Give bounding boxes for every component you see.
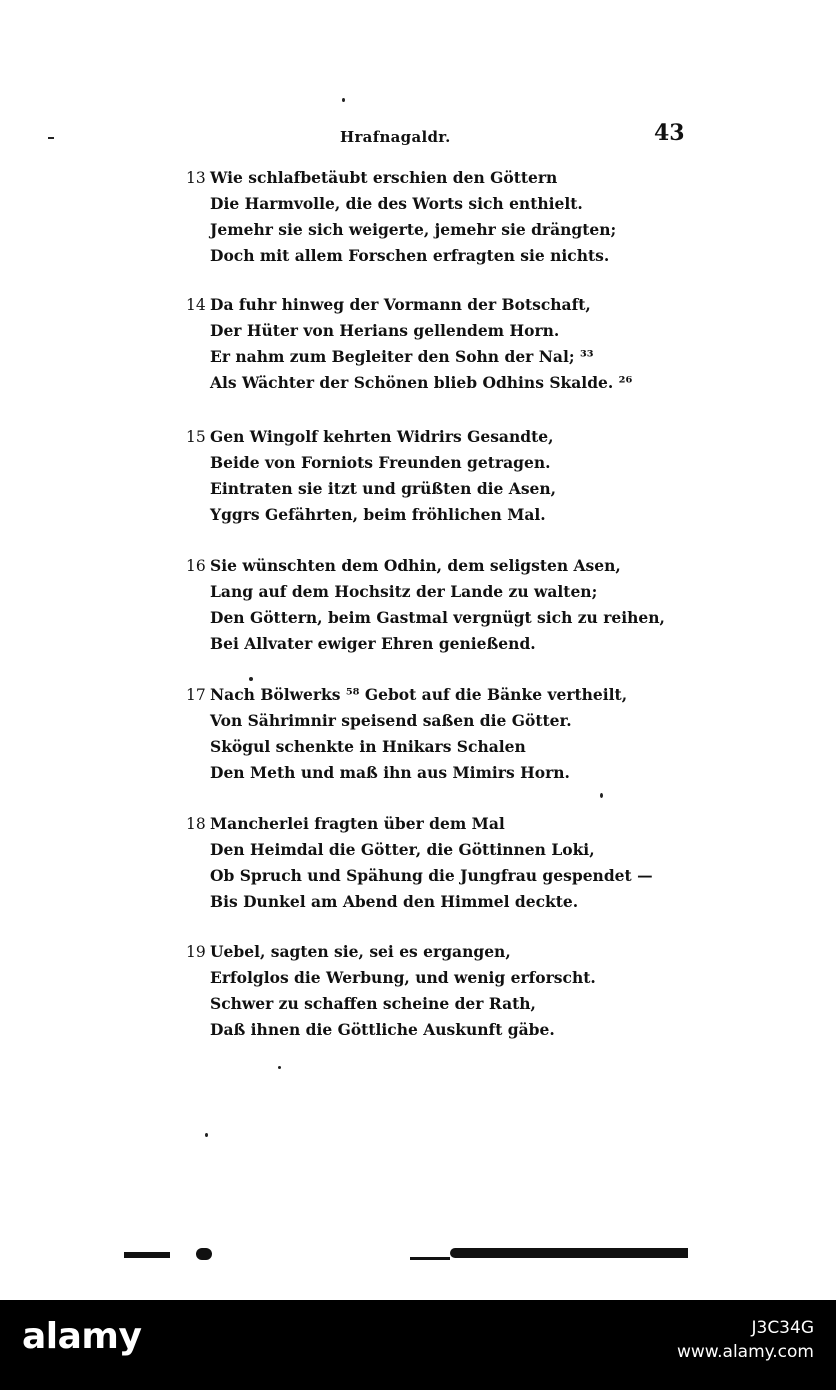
verse-line: Skögul schenkte in Hnikars Schalen (210, 737, 526, 756)
verse-line: Er nahm zum Begleiter den Sohn der Nal; ³³ (210, 347, 594, 366)
verse-line: Da fuhr hinweg der Vormann der Botschaft, (210, 295, 591, 314)
print-speck (48, 137, 54, 139)
print-speck (278, 1066, 281, 1069)
stanza-13 (186, 165, 656, 269)
stanza-number: 13 (186, 169, 206, 187)
verse-line: Von Sährimnir speisend saßen die Götter. (210, 711, 572, 730)
verse-line: Erfolglos die Werbung, und wenig erforscht. (210, 968, 596, 987)
scan-artifact (196, 1248, 212, 1260)
verse-line: Den Heimdal die Götter, die Göttinnen Loki, (210, 840, 595, 859)
verse-line: Nach Bölwerks ⁵⁸ Gebot auf die Bänke vertheilt, (210, 685, 628, 704)
verse-line: Lang auf dem Hochsitz der Lande zu walten; (210, 582, 598, 601)
footer-id-block (677, 1316, 814, 1364)
stanza-16 (186, 553, 665, 657)
print-speck (205, 1133, 208, 1137)
verse-line: Schwer zu schaffen scheine der Rath, (210, 994, 536, 1013)
stanza-14 (186, 292, 656, 396)
verse-line: Den Göttern, beim Gastmal vergnügt sich zu reihen, (210, 608, 665, 627)
stanza-number: 16 (186, 557, 206, 575)
verse-line: Daß ihnen die Göttliche Auskunft gäbe. (210, 1020, 555, 1039)
verse-line: Uebel, sagten sie, sei es ergangen, (210, 942, 511, 961)
print-speck (249, 677, 253, 681)
verse-line: Gen Wingolf kehrten Widrirs Gesandte, (210, 427, 554, 446)
verse-line: Ob Spruch und Spähung die Jungfrau gespendet — (210, 866, 653, 885)
stanza-17 (186, 682, 656, 786)
verse-line: Als Wächter der Schönen blieb Odhins Skalde. ²⁶ (210, 373, 633, 392)
image-id: J3C34G (751, 1318, 814, 1338)
verse-line: Yggrs Gefährten, beim fröhlichen Mal. (210, 505, 546, 524)
scan-artifact (450, 1248, 688, 1258)
print-speck (342, 98, 345, 102)
stanza-18 (186, 811, 656, 915)
verse-line: Eintraten sie itzt und grüßten die Asen, (210, 479, 557, 498)
verse-line: Mancherlei fragten über dem Mal (210, 814, 505, 833)
stanza-number: 15 (186, 428, 206, 446)
verse-line: Jemehr sie sich weigerte, jemehr sie drängten; (210, 220, 617, 239)
verse-line: Bei Allvater ewiger Ehren genießend. (210, 634, 536, 653)
scan-artifact (410, 1257, 450, 1260)
verse-line: Bis Dunkel am Abend den Himmel deckte. (210, 892, 579, 911)
verse-line: Wie schlafbetäubt erschien den Göttern (210, 168, 558, 187)
verse-line: Sie wünschten dem Odhin, dem seligsten Asen, (210, 556, 621, 575)
verse-line: Doch mit allem Forschen erfragten sie nichts. (210, 246, 610, 265)
alamy-logo: alamy (22, 1316, 142, 1357)
scan-artifact (124, 1252, 170, 1258)
print-speck (600, 793, 603, 798)
stanza-number: 17 (186, 686, 206, 704)
verse-line: Der Hüter von Herians gellendem Horn. (210, 321, 560, 340)
running-title: Hrafnagaldr. (340, 128, 451, 146)
stanza-number: 19 (186, 943, 206, 961)
stanza-number: 18 (186, 815, 206, 833)
verse-line: Die Harmvolle, die des Worts sich enthielt. (210, 194, 583, 213)
stanza-number: 14 (186, 296, 206, 314)
verse-line: Beide von Forniots Freunden getragen. (210, 453, 551, 472)
verse-line: Den Meth und maß ihn aus Mimirs Horn. (210, 763, 570, 782)
page-number: 43 (654, 120, 685, 146)
stanza-15 (186, 424, 656, 528)
stanza-19 (186, 939, 656, 1043)
site-url: www.alamy.com (676, 1342, 814, 1362)
